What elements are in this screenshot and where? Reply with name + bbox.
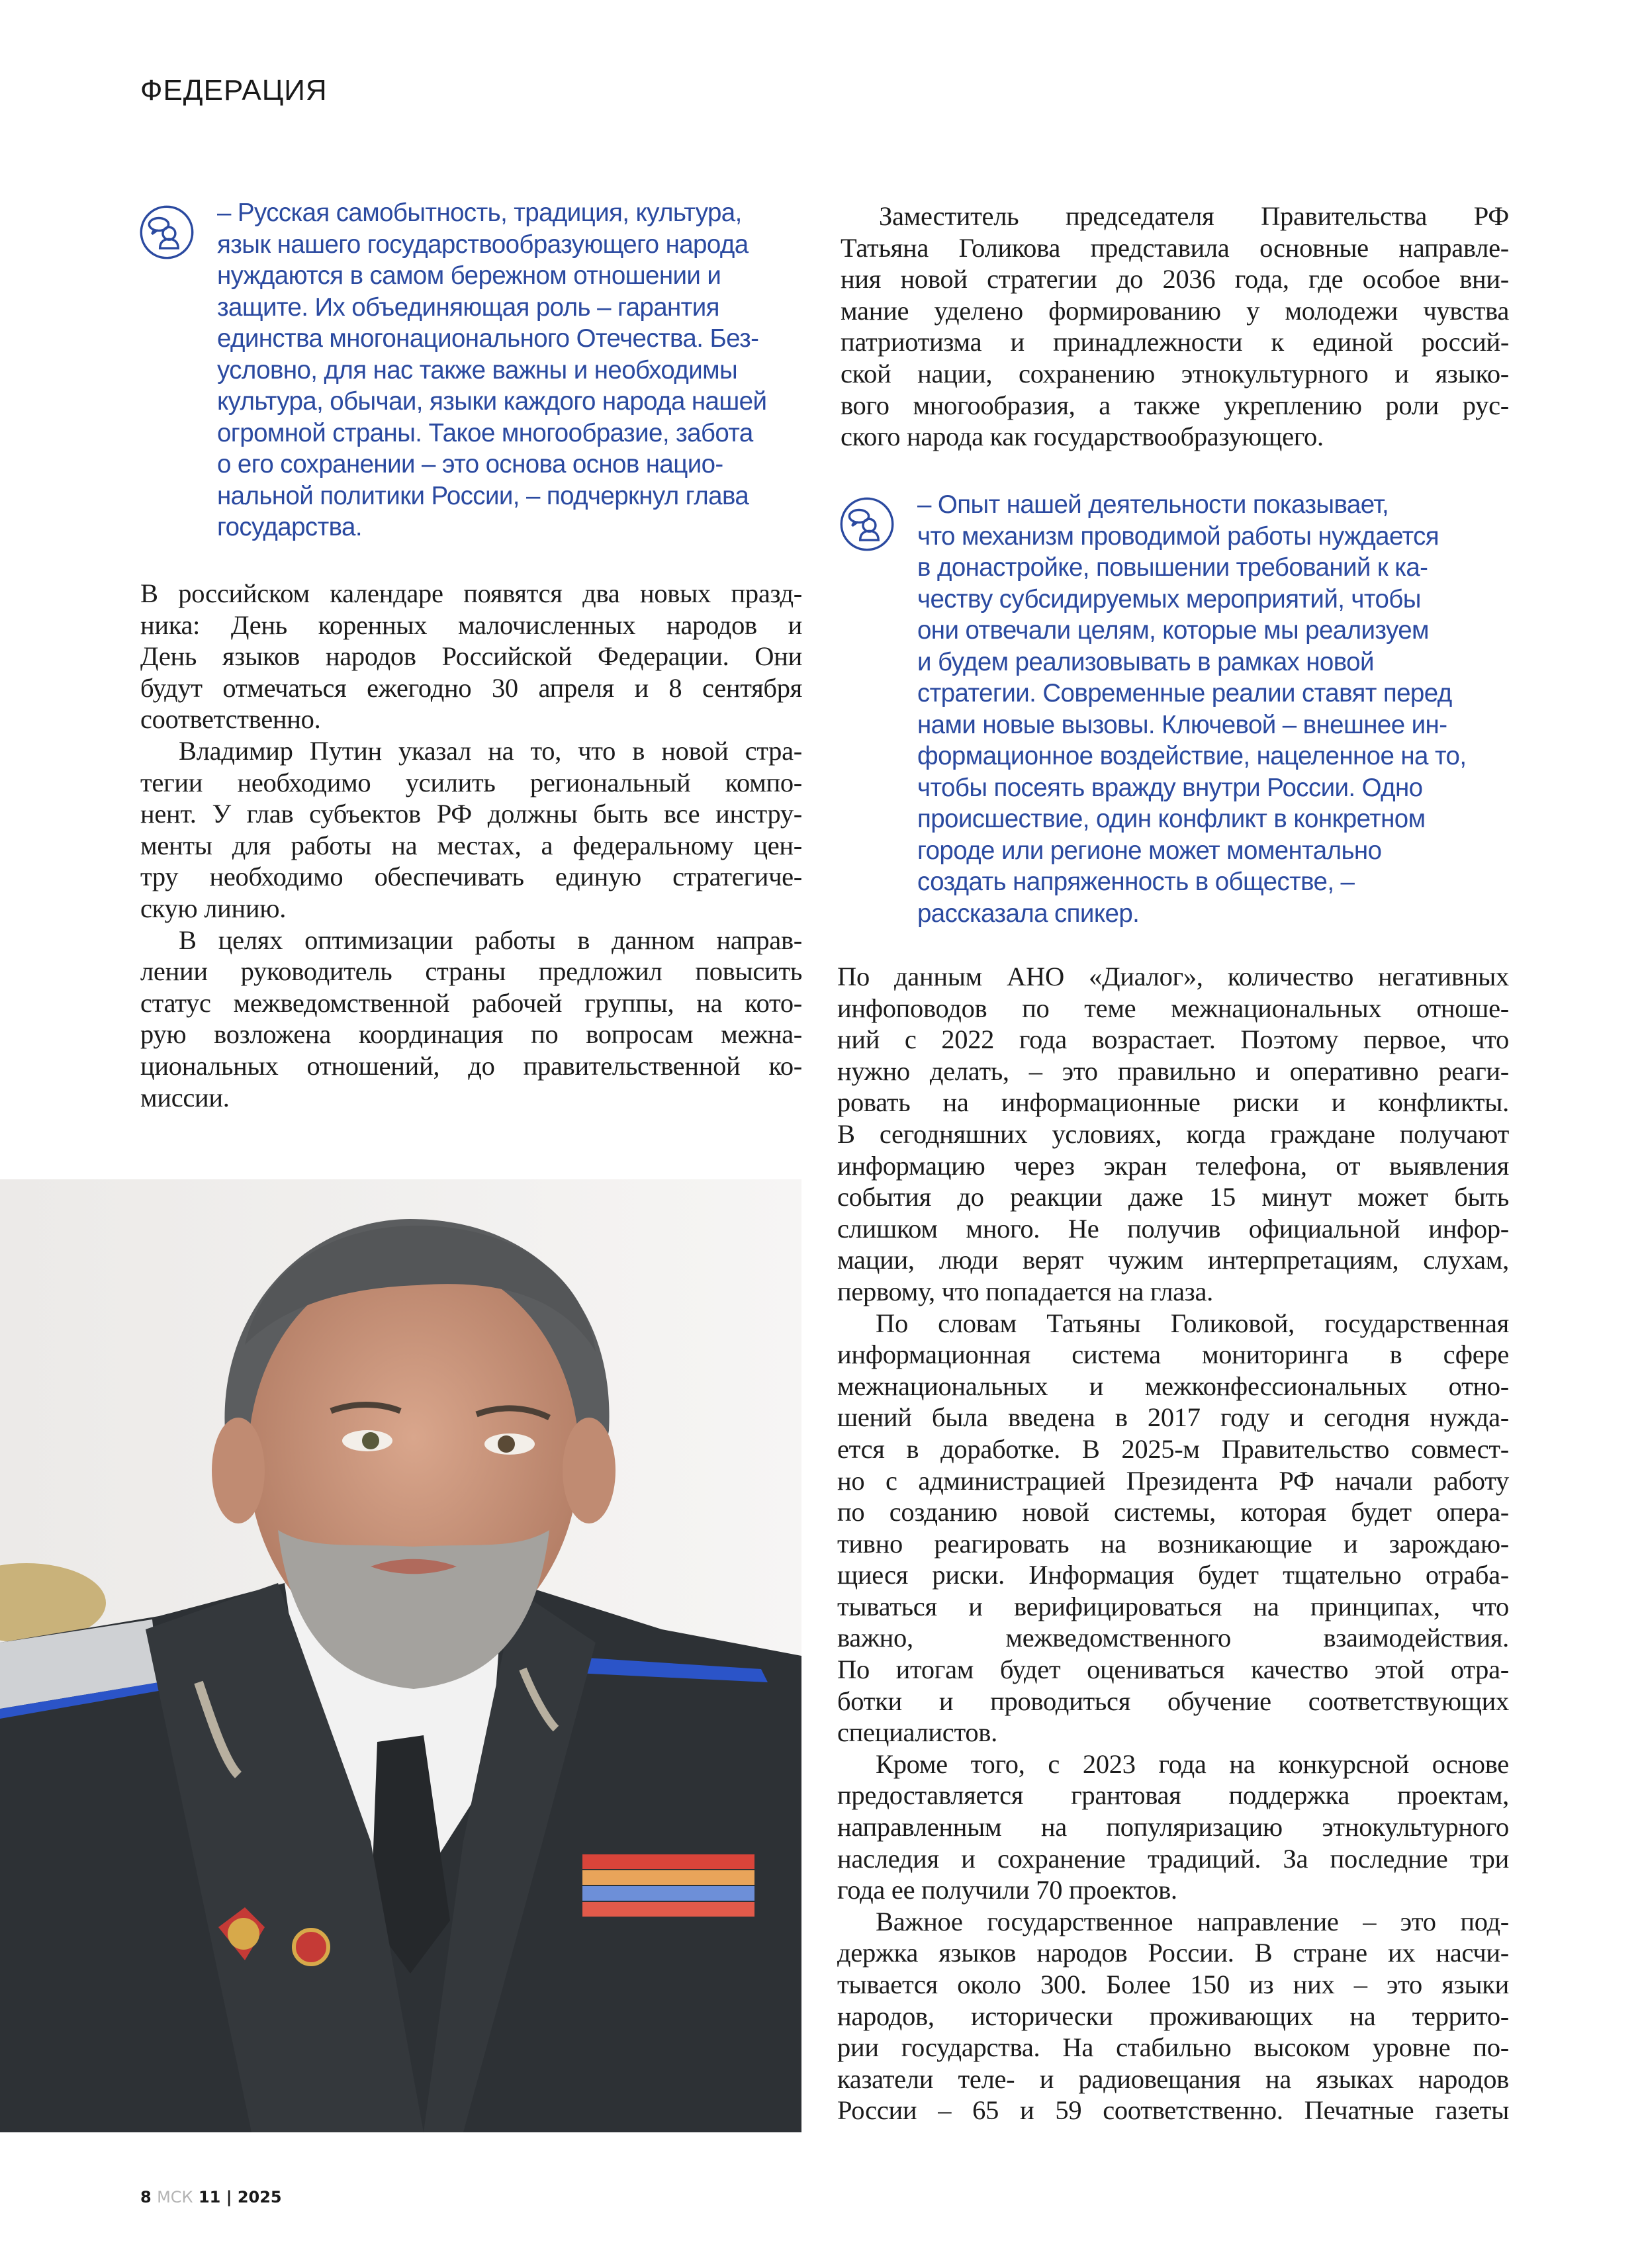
text-line: В целях оптимизации работы в данном направ- xyxy=(179,925,802,955)
text-line: информацию через экран телефона, от выявления xyxy=(837,1150,1509,1181)
footer-separator: | xyxy=(226,2188,232,2206)
text-line: ника: День коренных малочисленных народов и xyxy=(140,610,802,640)
quote-line: что механизм проводимой работы нуждается xyxy=(917,522,1439,551)
text-line: важно, межведомственного взаимодействия. xyxy=(837,1623,1509,1653)
portrait-photo xyxy=(0,1179,801,2132)
text-line: Владимир Путин указал на то, что в новой стра- xyxy=(179,735,802,766)
text-line: события до реакции даже 15 минут может быть xyxy=(837,1182,1509,1212)
text-line: ской нации, сохранению этнокультурного и языко- xyxy=(841,358,1509,388)
quote-line: нами новые вызовы. Ключевой – внешнее ин- xyxy=(917,710,1447,739)
quote-line: городе или регионе может моментально xyxy=(917,836,1382,865)
text-line: Кроме того, с 2023 года на конкурсной основе xyxy=(876,1748,1509,1779)
quote-line: защите. Их объединяющая роль – гарантия xyxy=(217,293,719,322)
issue-number: 11 xyxy=(198,2188,221,2206)
quote-left xyxy=(217,197,766,543)
text-line: В российском календаре появятся два новых празд- xyxy=(140,578,802,608)
text-line: ния новой стратегии до 2036 года, где особое вни- xyxy=(841,264,1509,295)
quote-line: – Русская самобытность, традиция, культура, xyxy=(217,199,742,227)
text-line: года ее получили 70 проектов. xyxy=(837,1875,1177,1905)
quote-line: единства многонационального Отечества. Без- xyxy=(217,324,759,353)
text-line: инфоповодов по теме межнациональных отноше- xyxy=(837,993,1509,1023)
left-column xyxy=(140,578,802,1113)
text-line: по созданию новой системы, которая будет опера- xyxy=(837,1497,1509,1527)
text-line: тываться и верифицироваться на принципах, что xyxy=(837,1591,1509,1621)
text-line: День языков народов Российской Федерации. Они xyxy=(140,641,802,672)
text-line: соответственно. xyxy=(140,704,321,735)
quote-line: создать напряженность в обществе, – xyxy=(917,868,1355,896)
text-line: межнациональных и межконфессиональных отно- xyxy=(837,1371,1509,1401)
text-line: слишком много. Не получив официальной инфор- xyxy=(837,1213,1509,1244)
text-line: наследия и сохранение традиций. За последние три xyxy=(837,1843,1509,1874)
quote-line: – Опыт нашей деятельности показывает, xyxy=(917,490,1389,519)
quote-line: нальной политики России, – подчеркнул глава xyxy=(217,481,749,510)
issue-year: 2025 xyxy=(237,2188,282,2206)
quote-line: государства. xyxy=(217,513,362,541)
quote-line: в донастройке, повышении требований к ка- xyxy=(917,553,1428,582)
text-line: ется в доработке. В 2025-м Правительство совмест- xyxy=(837,1433,1509,1464)
quote-line: происшествие, один конфликт в конкретном xyxy=(917,805,1426,833)
quote-line: огромной страны. Такое многообразие, забота xyxy=(217,418,753,447)
text-line: рии государства. На стабильно высоком уровне по- xyxy=(837,2032,1509,2063)
text-line: циональных отношений, до правительственной ко- xyxy=(140,1050,802,1081)
text-line: специалистов. xyxy=(837,1717,997,1748)
text-line: патриотизма и принадлежности к единой россий- xyxy=(841,327,1509,357)
text-line: мание уделено формированию у молодежи чувства xyxy=(841,295,1509,326)
text-line: предоставляется грантовая поддержка проектам, xyxy=(837,1780,1509,1811)
page-footer xyxy=(140,2188,282,2206)
text-line: В сегодняшних условиях, когда граждане получают xyxy=(837,1118,1509,1149)
text-line: скую линию. xyxy=(140,893,287,923)
text-line: щиеся риски. Информация будет тщательно отраба- xyxy=(837,1560,1509,1590)
text-line: По итогам будет оцениваться качество этой отра- xyxy=(837,1655,1509,1685)
text-line: статус межведомственной рабочей группы, на кото- xyxy=(140,987,802,1018)
text-line: ровать на информационные риски и конфликты. xyxy=(837,1087,1509,1118)
text-line: миссии. xyxy=(140,1082,230,1112)
quote-line: нуждаются в самом бережном отношении и xyxy=(217,261,721,290)
page-number: 8 xyxy=(140,2188,152,2206)
text-line: ского народа как государствообразующего. xyxy=(841,422,1324,452)
speech-bubble-person-icon xyxy=(138,204,195,261)
paragraph xyxy=(140,578,802,735)
right-column-top xyxy=(841,201,1509,453)
text-line: По данным АНО «Диалог», количество негативных xyxy=(837,962,1509,991)
text-line: нент. У глав субъектов РФ должны быть все инстру- xyxy=(140,799,802,829)
text-line: По словам Татьяны Голиковой, государственная xyxy=(876,1308,1509,1338)
paragraph xyxy=(140,735,802,925)
quote-line: рассказала спикер. xyxy=(917,899,1140,928)
quote-line: честву субсидируемых мероприятий, чтобы xyxy=(917,584,1421,613)
text-line: Важное государственное направление – это под- xyxy=(876,1906,1509,1936)
text-line: первому, что попадается на глаза. xyxy=(837,1276,1213,1306)
text-line: информационная система мониторинга в сфере xyxy=(837,1339,1509,1370)
quote-right xyxy=(917,489,1466,929)
text-line: Татьяна Голикова представила основные направле- xyxy=(841,232,1509,263)
text-line: тегии необходимо усилить региональный компо- xyxy=(140,767,802,797)
magazine-name: МСК xyxy=(157,2188,193,2206)
text-line: но с администрацией Президента РФ начали работу xyxy=(837,1465,1509,1496)
text-line: направленным на популяризацию этнокультурного xyxy=(837,1812,1509,1842)
paragraph xyxy=(837,1748,1509,1906)
text-line: России – 65 и 59 соответственно. Печатные газеты xyxy=(837,2095,1509,2126)
quote-line: условно, для нас также важны и необходимы xyxy=(217,355,738,385)
text-line: держка языков народов России. В стране их насчи- xyxy=(837,1938,1509,1968)
speech-bubble-person-icon xyxy=(839,496,895,553)
text-line: тивно реагировать на возникающие и зарождаю- xyxy=(837,1528,1509,1559)
quote-line: чтобы посеять вражду внутри России. Одно xyxy=(917,773,1423,802)
text-line: вого многообразия, а также укреплению роли рус- xyxy=(841,390,1509,420)
quote-line: формационное воздействие, нацеленное на то, xyxy=(917,742,1467,770)
text-line: менты для работы на местах, а федеральному цен- xyxy=(140,830,802,860)
right-column xyxy=(837,961,1509,2126)
quote-line: культура, обычаи, языки каждого народа нашей xyxy=(217,387,767,416)
section-title: ФЕДЕРАЦИЯ xyxy=(140,74,328,107)
text-line: тру необходимо обеспечивать единую стратегиче- xyxy=(140,862,802,892)
paragraph xyxy=(837,1906,1509,2126)
quote-line: они отвечали целям, которые мы реализуем xyxy=(917,616,1429,645)
text-line: казатели теле- и радиовещания на языках народов xyxy=(837,2064,1509,2094)
quote-line: язык нашего государствообразующего народа xyxy=(217,230,749,259)
text-line: шений была введена в 2017 году и сегодня нужда- xyxy=(837,1402,1509,1433)
text-line: народов, исторически проживающих на террито- xyxy=(837,2001,1509,2031)
paragraph xyxy=(837,1308,1509,1748)
text-line: будут отмечаться ежегодно 30 апреля и 8 сентября xyxy=(140,672,802,703)
quote-line: о его сохранении – это основа основ нацио- xyxy=(217,450,723,478)
text-line: ботки и проводиться обучение соответствующих xyxy=(837,1686,1509,1716)
text-line: рую возложена координация по вопросам межна- xyxy=(140,1019,802,1050)
text-line: лении руководитель страны предложил повысить xyxy=(140,956,802,987)
text-line: нужно делать, – это правильно и оперативно реаги- xyxy=(837,1056,1509,1086)
text-line: ний с 2022 года возрастает. Поэтому первое, что xyxy=(837,1024,1509,1055)
text-line: Заместитель председателя Правительства РФ xyxy=(879,201,1509,231)
quote-line: стратегии. Современные реалии ставят перед xyxy=(917,679,1452,707)
paragraph xyxy=(837,961,1509,1308)
quote-line: и будем реализовывать в рамках новой xyxy=(917,647,1374,676)
text-line: мации, люди верят чужим интерпретациям, слухам, xyxy=(837,1245,1509,1275)
text-line: тывается около 300. Более 150 из них – это языки xyxy=(837,1970,1509,1999)
paragraph xyxy=(140,925,802,1114)
portrait-illustration xyxy=(0,1179,801,2132)
